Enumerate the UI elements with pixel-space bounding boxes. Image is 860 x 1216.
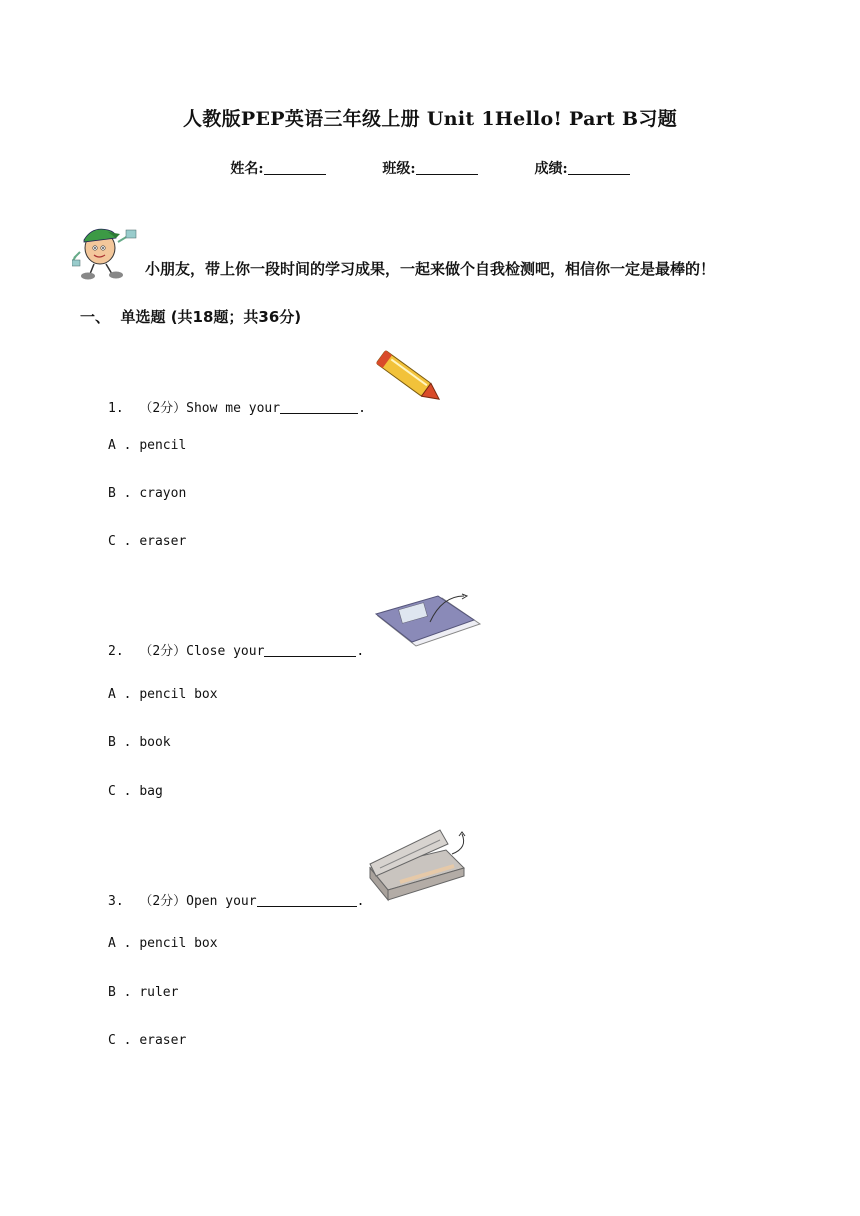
option-b[interactable]	[108, 985, 178, 1000]
question-end: .	[356, 644, 365, 659]
option-text: pencil	[139, 438, 187, 453]
question-end: .	[356, 894, 365, 909]
option-text: eraser	[139, 1033, 187, 1048]
question-2	[108, 640, 364, 659]
option-text: bag	[139, 784, 163, 799]
question-points: （2分）	[139, 644, 187, 659]
option-text: pencil box	[139, 936, 218, 951]
score-label: 成绩:	[534, 161, 568, 177]
score-blank[interactable]	[568, 160, 630, 175]
question-number: 2.	[108, 644, 124, 659]
option-a[interactable]	[108, 438, 186, 453]
mascot-icon	[72, 222, 140, 282]
section-heading	[80, 306, 301, 327]
class-blank[interactable]	[416, 160, 478, 175]
option-letter: C .	[108, 534, 132, 549]
book-image	[372, 588, 484, 650]
student-info-row	[0, 158, 860, 178]
question-stem: Show me your	[186, 401, 281, 416]
score-field	[534, 158, 629, 178]
section-number: 一、	[80, 308, 111, 326]
option-a[interactable]	[108, 936, 218, 951]
class-label: 班级:	[382, 161, 416, 177]
option-text: ruler	[139, 985, 179, 1000]
option-text: crayon	[139, 486, 187, 501]
section-title: 单选题 (共18题；共36分)	[120, 308, 302, 326]
option-b[interactable]	[108, 735, 171, 750]
question-points: （2分）	[139, 894, 187, 909]
crayon-image	[368, 344, 452, 412]
name-field	[230, 158, 325, 178]
page-title: 人教版PEP英语三年级上册 Unit 1Hello! Part B习题	[182, 108, 678, 130]
option-text: book	[139, 735, 171, 750]
option-letter: C .	[108, 1033, 132, 1048]
question-3	[108, 890, 364, 909]
question-number: 3.	[108, 894, 124, 909]
intro-text: 小朋友，带上你一段时间的学习成果，一起来做个自我检测吧，相信你一定是最棒的！	[145, 260, 716, 278]
option-letter: B .	[108, 985, 132, 1000]
answer-blank[interactable]	[257, 893, 357, 907]
question-stem: Open your	[186, 894, 257, 909]
option-a[interactable]	[108, 687, 218, 702]
pencil-box-image	[364, 824, 474, 906]
option-b[interactable]	[108, 486, 186, 501]
option-c[interactable]	[108, 784, 163, 799]
answer-blank[interactable]	[280, 400, 358, 414]
option-c[interactable]	[108, 534, 186, 549]
option-letter: A .	[108, 438, 132, 453]
answer-blank[interactable]	[264, 643, 356, 657]
question-stem: Close your	[186, 644, 265, 659]
name-label: 姓名:	[230, 161, 264, 177]
option-text: pencil box	[139, 687, 218, 702]
option-letter: B .	[108, 735, 132, 750]
question-number: 1.	[108, 401, 124, 416]
question-end: .	[358, 401, 366, 416]
question-points: （2分）	[139, 401, 187, 416]
option-letter: A .	[108, 687, 132, 702]
question-1	[108, 397, 366, 416]
option-c[interactable]	[108, 1033, 186, 1048]
class-field	[382, 158, 477, 178]
option-letter: B .	[108, 486, 132, 501]
option-text: eraser	[139, 534, 187, 549]
option-letter: C .	[108, 784, 132, 799]
name-blank[interactable]	[264, 160, 326, 175]
option-letter: A .	[108, 936, 132, 951]
